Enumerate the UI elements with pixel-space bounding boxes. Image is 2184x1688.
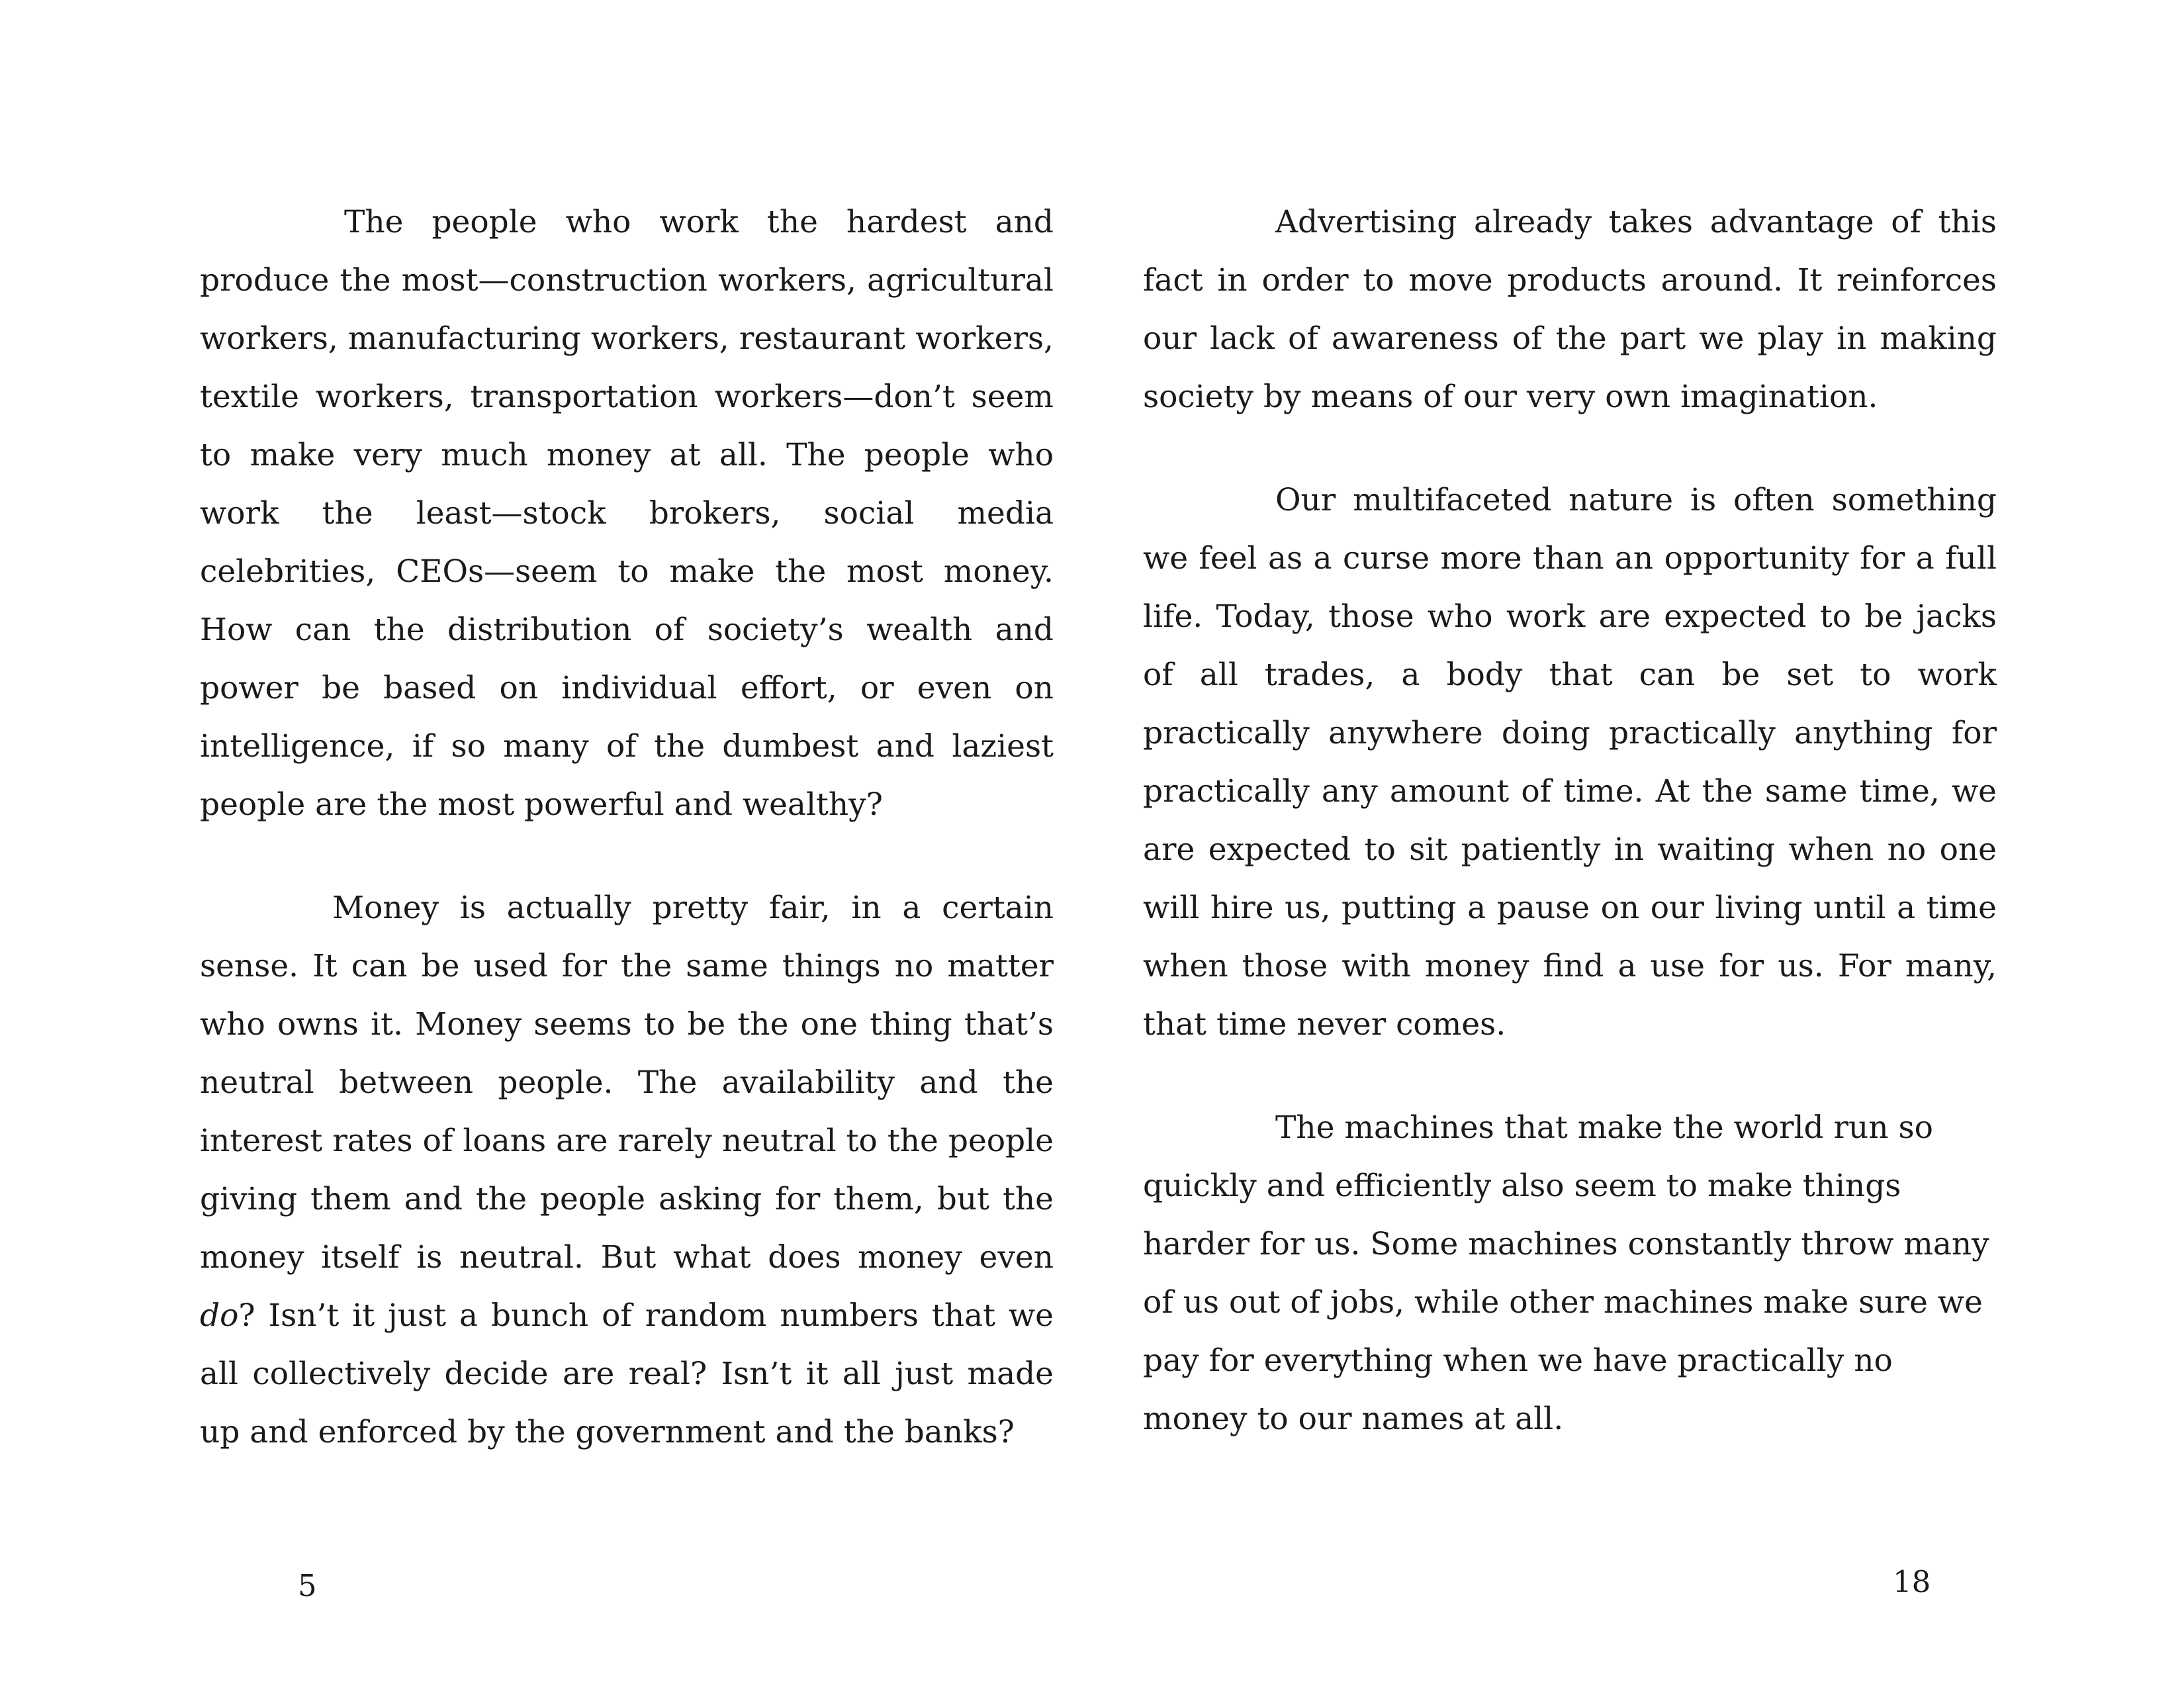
paragraph-advertising: Advertising already takes advantage of this fact in order to move products around. It reinforces our lack of awareness of the part we play in making society by means of our very own imagination. bbox=[1143, 204, 1997, 415]
paragraph-money-fair-text-1: Money is actually pretty fair, in a certain sense. It can be used for the same things no matter who owns it. Money seems to be the one thing that’s neutral between people. The availability and the interest rates of loans are rarely neutral to the people giving them and the people asking for them, but the money itself is neutral. But what does money even bbox=[200, 890, 1054, 1276]
italic-emphasis-do: do bbox=[200, 1297, 239, 1334]
paragraph-hardest-workers: The people who work the hardest and produce the most—construction workers, agricultural workers, manufacturing workers, restaurant workers, textile workers, transportation workers—don’t seem to make very much money at all. The people who work the least—stock brokers, social media celebrities, CEOs—seem to make the most money. How can the distribution of society’s wealth and power be based on individual effort, or even on intelligence, if so many of the dumbest and laziest people are the most powerful and wealthy? bbox=[200, 204, 1054, 823]
paragraph-multifaceted-nature: Our multifaceted nature is often something we feel as a curse more than an opportunity for a full life. Today, those who work are expected to be jacks of all trades, a body that can be set to work practically anywhere doing practically anything for practically any amount of time. At the same time, we are expected to sit patiently in waiting when no one will hire us, putting a pause on our living until a time when those with money find a use for us. For many, that time never comes. bbox=[1143, 482, 1997, 1043]
paragraph-money-fair-text-2: ? Isn’t it just a bunch of random numbers that we all collectively decide are real? Isn’t it all just made up and enforced by the government and the banks? bbox=[200, 1297, 1054, 1450]
paragraph-money-fair bbox=[200, 879, 1054, 1462]
right-page-text bbox=[1143, 193, 1997, 1493]
left-page-number: 5 bbox=[298, 1568, 317, 1603]
right-page-number: 18 bbox=[1893, 1564, 1931, 1599]
left-page-text bbox=[200, 193, 1054, 1507]
paragraph-machines: The machines that make the world run so quickly and efficiently also seem to make things harder for us. Some machines constantly throw many of us out of jobs, while other machines make sure we pay for everything when we have practically no money to our names at all. bbox=[1143, 1109, 1989, 1437]
